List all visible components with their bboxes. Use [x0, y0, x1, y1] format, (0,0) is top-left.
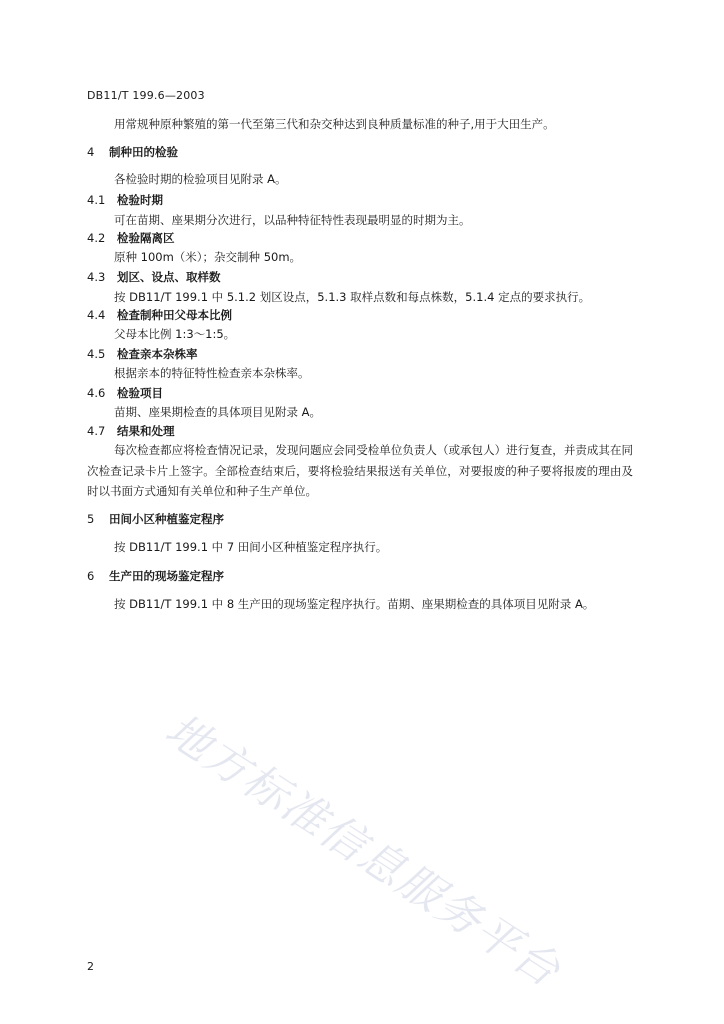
section-5-title: 田间小区种植鉴定程序: [109, 512, 224, 526]
section-4-2-title: 检验隔离区: [117, 231, 175, 245]
section-4-2-number: 4.2: [87, 231, 106, 245]
section-6-number: 6: [87, 569, 95, 583]
section-4-heading: [87, 145, 178, 159]
section-4-7-text: 每次检查都应将检查情况记录，发现问题应会同受检单位负责人（或承包人）进行复查，并责成其在同次检查记录卡片上签字。全部检查结束后，要将检验结果报送有关单位，对要报废的种子要将报废的理由及时以书面方式通知有关单位和种子生产单位。: [87, 443, 633, 498]
section-4-6-number: 4.6: [87, 386, 106, 400]
section-4-4-title: 检查制种田父母本比例: [117, 308, 232, 322]
section-4-4-number: 4.4: [87, 308, 106, 322]
section-4-6-text: 苗期、座果期检查的具体项目见附录 A。: [114, 405, 322, 419]
section-4-2-text: 原种 100m（米）；杂交制种 50m。: [114, 250, 302, 264]
section-6-text: 按 DB11/T 199.1 中 8 生产田的现场鉴定程序执行。苗期、座果期检查的具体项目见附录 A。: [114, 597, 595, 611]
section-4-1-title: 检验时期: [117, 193, 163, 207]
section-5-heading: [87, 512, 224, 526]
section-4-1-heading: [87, 193, 163, 207]
section-4-6-title: 检验项目: [117, 386, 163, 400]
page-number: 2: [87, 960, 94, 973]
section-4-5-heading: [87, 347, 198, 361]
section-4-4-text: 父母本比例 1:3～1:5。: [114, 327, 236, 341]
section-4-4-heading: [87, 308, 232, 322]
section-4-1-text: 可在苗期、座果期分次进行，以品种特征特性表现最明显的时期为主。: [114, 213, 471, 227]
section-4-5-title: 检查亲本杂株率: [117, 347, 198, 361]
section-4-3-heading: [87, 270, 221, 284]
section-4-number: 4: [87, 145, 95, 159]
section-4-1-number: 4.1: [87, 193, 106, 207]
section-6-heading: [87, 569, 224, 583]
section-4-5-number: 4.5: [87, 347, 106, 361]
section-4-3-title: 划区、设点、取样数: [117, 270, 221, 284]
section-4-6-heading: [87, 386, 163, 400]
section-4-7-number: 4.7: [87, 424, 106, 438]
section-4-3-number: 4.3: [87, 270, 106, 284]
section-4-7-title: 结果和处理: [117, 424, 175, 438]
section-4-3-text: 按 DB11/T 199.1 中 5.1.2 划区设点，5.1.3 取样点数和每点株数，5.1.4 定点的要求执行。: [114, 290, 591, 304]
document-header-id: DB11/T 199.6—2003: [87, 89, 205, 102]
section-4-text: 各检验时期的检验项目见附录 A。: [114, 172, 287, 186]
section-5-text: 按 DB11/T 199.1 中 7 田间小区种植鉴定程序执行。: [114, 540, 388, 554]
section-5-number: 5: [87, 512, 95, 526]
section-4-5-text: 根据亲本的特征特性检查亲本杂株率。: [114, 366, 310, 380]
section-4-7-heading: [87, 424, 175, 438]
section-4-title: 制种田的检验: [109, 145, 178, 159]
section-4-2-heading: [87, 231, 175, 245]
section-6-title: 生产田的现场鉴定程序: [109, 569, 224, 583]
intro-paragraph: 用常规种原种繁殖的第一代至第三代和杂交种达到良种质量标准的种子,用于大田生产。: [114, 117, 555, 131]
watermark-text: 地方标准信息服务平台: [156, 704, 570, 998]
